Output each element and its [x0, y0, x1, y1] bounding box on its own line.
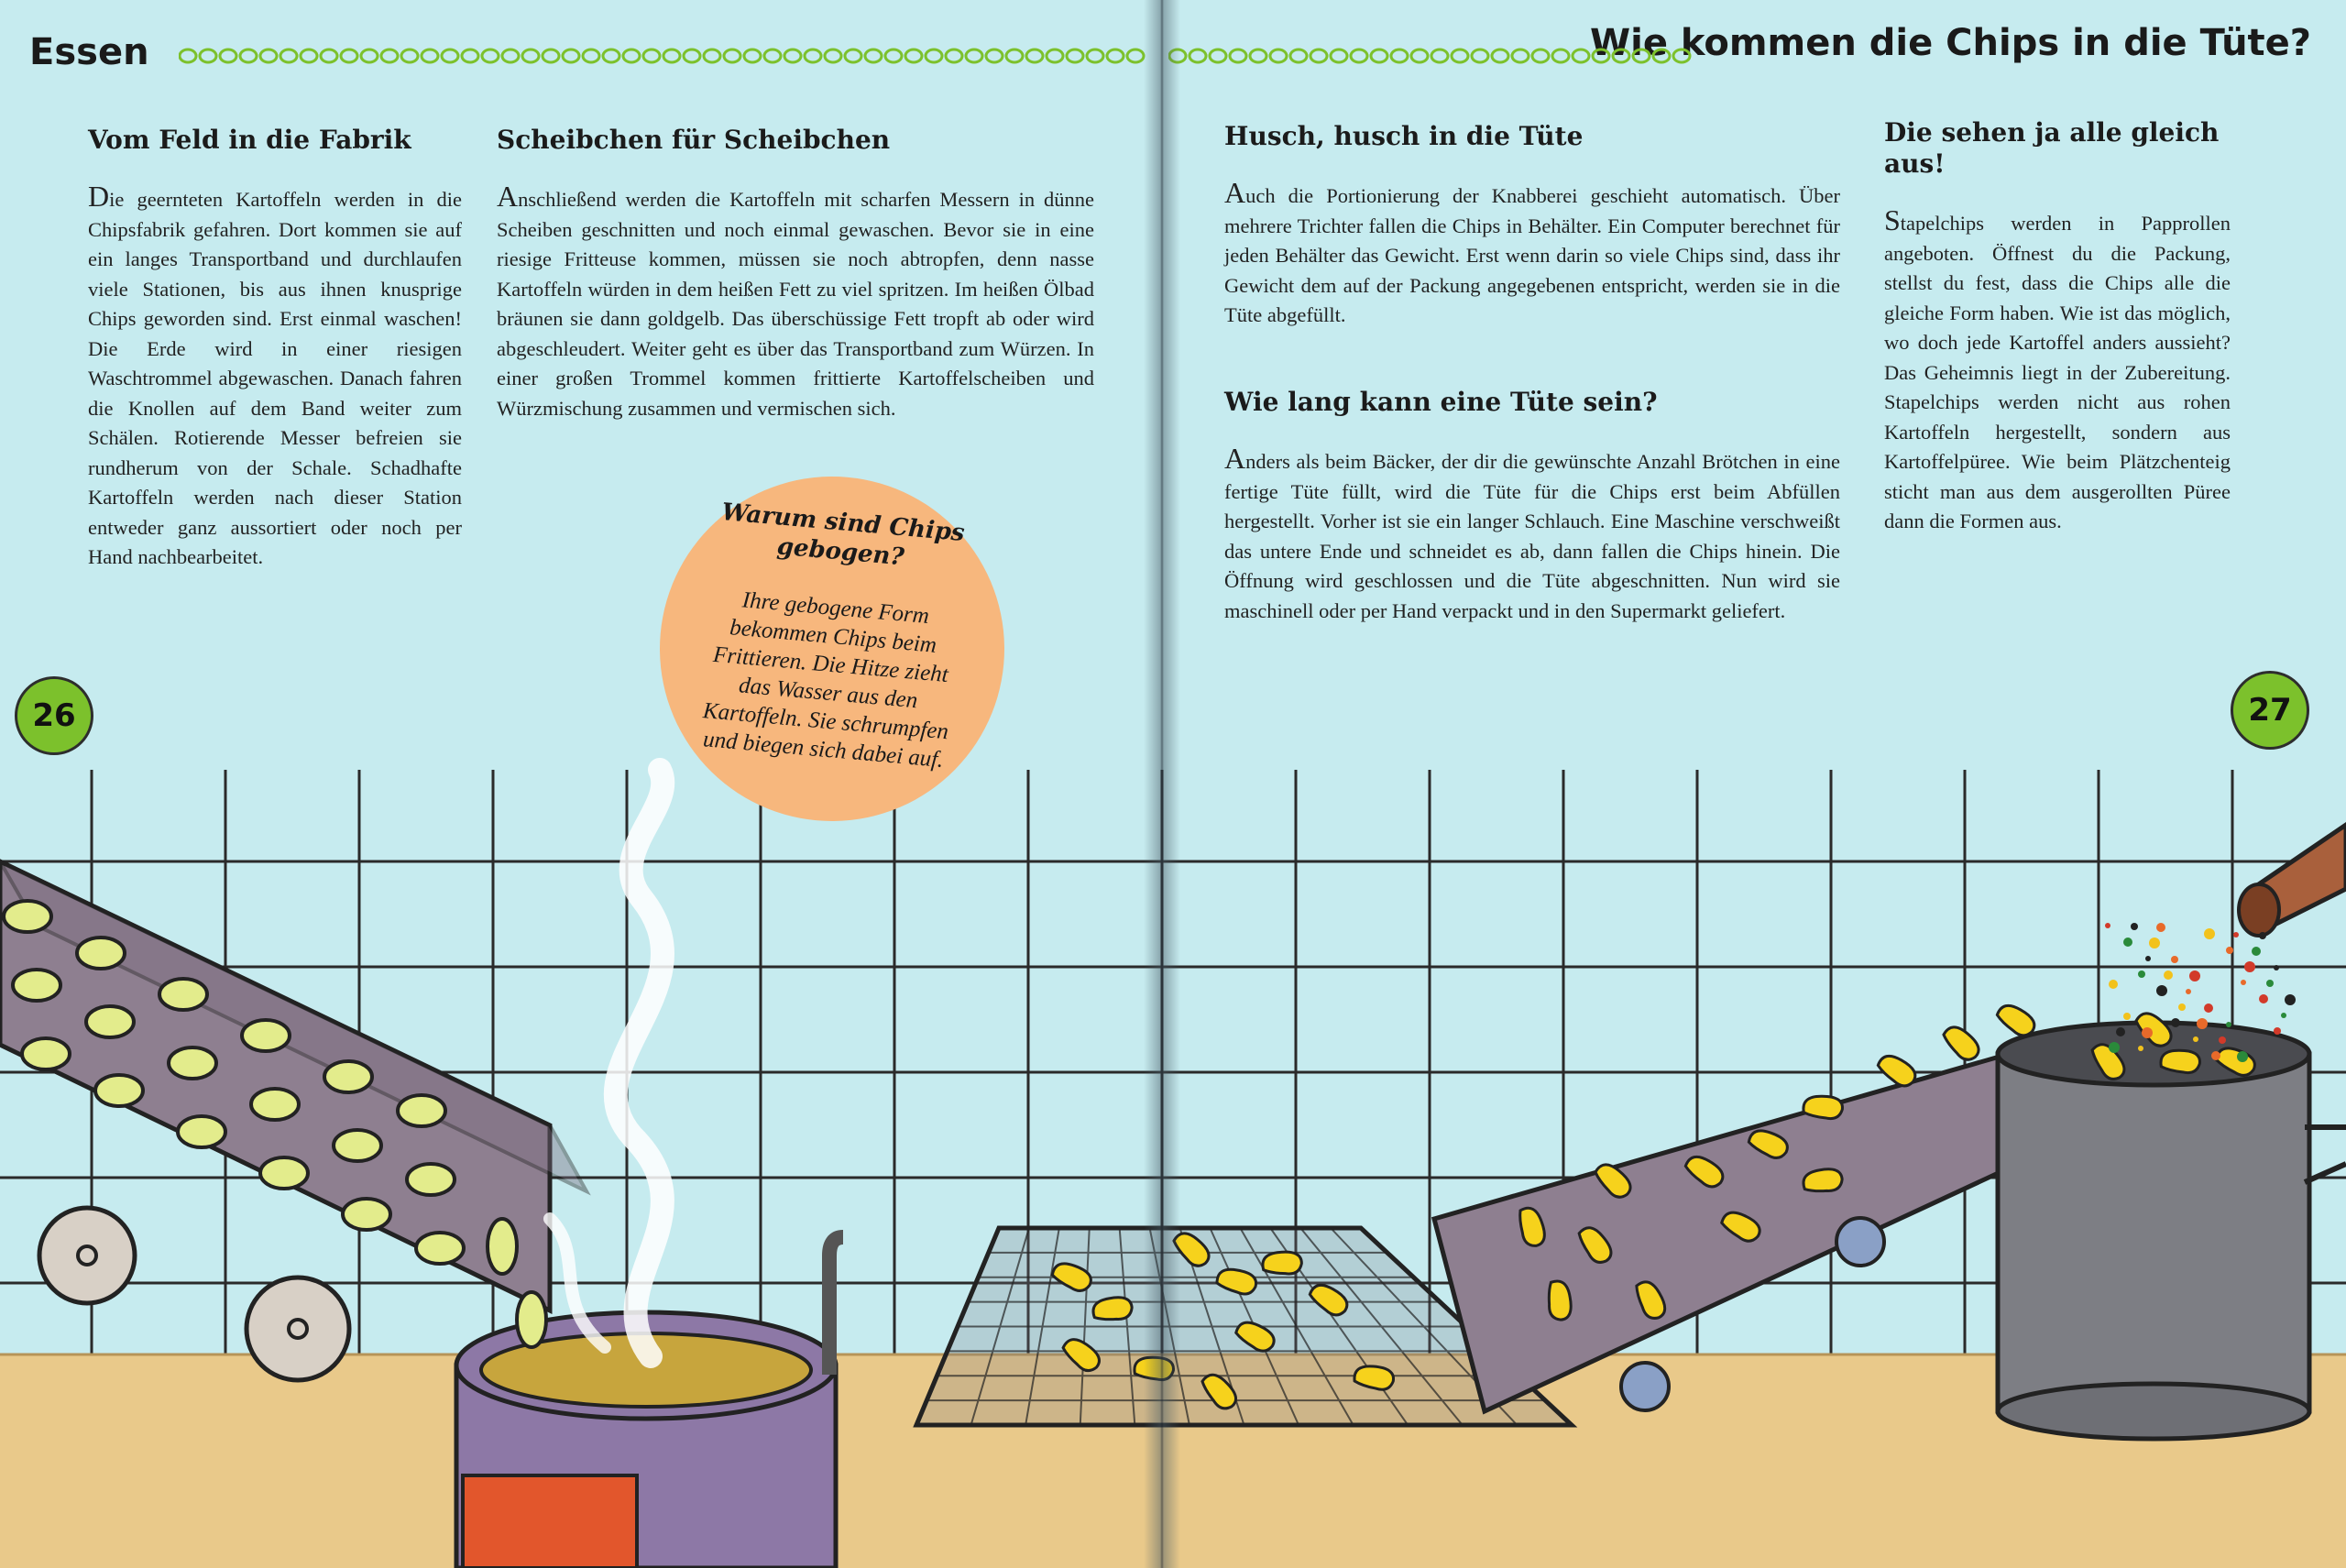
heading-gleich: Die sehen ja alle gleich aus! [1884, 117, 2220, 179]
text-scheibchen: Anschließend werden die Kartoffeln mit scharfen Messern in dünne Scheiben geschnitten und noch einmal gewaschen. Bevor sie in eine riesige Fritteuse kommen, müssen sie noch abtropfen, denn nasse Kartoffeln würden in dem heißen Fett zu viel spritzen. Im heißen Ölbad bräunen sie dann goldgelb. Das überschüssige Fett tropft ab oder wird abgeschleudert. Weiter geht es über das Transportband zum Würzen. In einer großen Trommel kommen frittierte Kartoffelscheiben und Würzmischung zusammen und vermischen sich. [497, 180, 1094, 420]
heading-scheibchen: Scheibchen für Scheibchen [497, 125, 891, 155]
heading-feld-fabrik: Vom Feld in die Fabrik [88, 125, 411, 155]
heading-husch: Husch, husch in die Tüte [1224, 121, 1584, 151]
bubble-title: Warum sind Chips gebogen? [720, 498, 966, 572]
text-gleich: Stapelchips werden in Papprollen angeboten. Öffnest du die Packung, stellst du fest, dass die Chips alle die gleiche Form haben. Wie ist das möglich, wo doch jede Kartoffel anders aussieht? Das Geheimnis liegt in der Zubereitung. Stapelchips werden nicht aus rohen Kartoffeln hergestellt, sondern aus Kartoffelpüree. Wie beim Plätzchenteig sticht man aus dem ausgerollten Püree dann die Formen aus. [1884, 203, 2231, 532]
conveyor-belt-icon [0, 861, 586, 1380]
section-label: Essen [29, 31, 149, 73]
steam-icon [616, 770, 663, 1356]
book-gutter [1144, 0, 1180, 1568]
text-husch: Auch die Portionierung der Knabberei geschieht automatisch. Über mehrere Trichter fallen die Chips in Behälter. Ein Computer berechnet für jeden Behälter das Gewicht. Erst wenn darin so viele Chips sind, dass ihr Gewicht dem auf der Packung angegebenen entspricht, werden sie in die Tüte abgefüllt. [1224, 176, 1840, 326]
page-title: Wie kommen die Chips in die Tüte? [1589, 22, 2311, 64]
heading-tuete-lang: Wie lang kann eine Tüte sein? [1224, 387, 1658, 417]
bubble-text: Ihre gebogene Form bekommen Chips beim Frittieren. Die Hitze zieht das Wasser aus den Kartoffeln. Sie schrumpfen und biegen sich dabei auf. [702, 587, 950, 773]
text-feld-fabrik: Die geernteten Kartoffeln werden in die Chipsfabrik gefahren. Dort kommen sie auf ein langes Transportband und durchlaufen viele Stationen, bis aus ihnen knusprige Chips geworden sind. Erst einmal waschen! Die Erde wird in einer riesigen Waschtrommel abgewaschen. Danach fahren die Knollen auf dem Band weiter zum Schälen. Rotierende Messer befreien sie rundherum von der Schale. Schadhafte Kartoffeln werden nach dieser Station entweder ganz aussortiert oder noch per Hand nachbearbeitet. [88, 180, 462, 568]
page-number-right: 27 [2231, 671, 2309, 750]
text-tuete-lang: Anders als beim Bäcker, der dir die gewünschte Anzahl Brötchen in eine fertige Tüte füllt, wird die Tüte für die Chips erst beim Abfüllen hergestellt. Vorher ist sie ein langer Schlauch. Eine Maschine verschweißt das untere Ende und schneidet es ab, dann fallen die Chips hinein. Die Öffnung wird geschlossen und die Tüte abgeschnitten. Nun wird sie maschinell oder per Hand verpackt und in den Supermarkt geliefert. [1224, 442, 1840, 622]
seasoning-drum-icon [1993, 1003, 2346, 1439]
page-number-left: 26 [15, 676, 93, 755]
